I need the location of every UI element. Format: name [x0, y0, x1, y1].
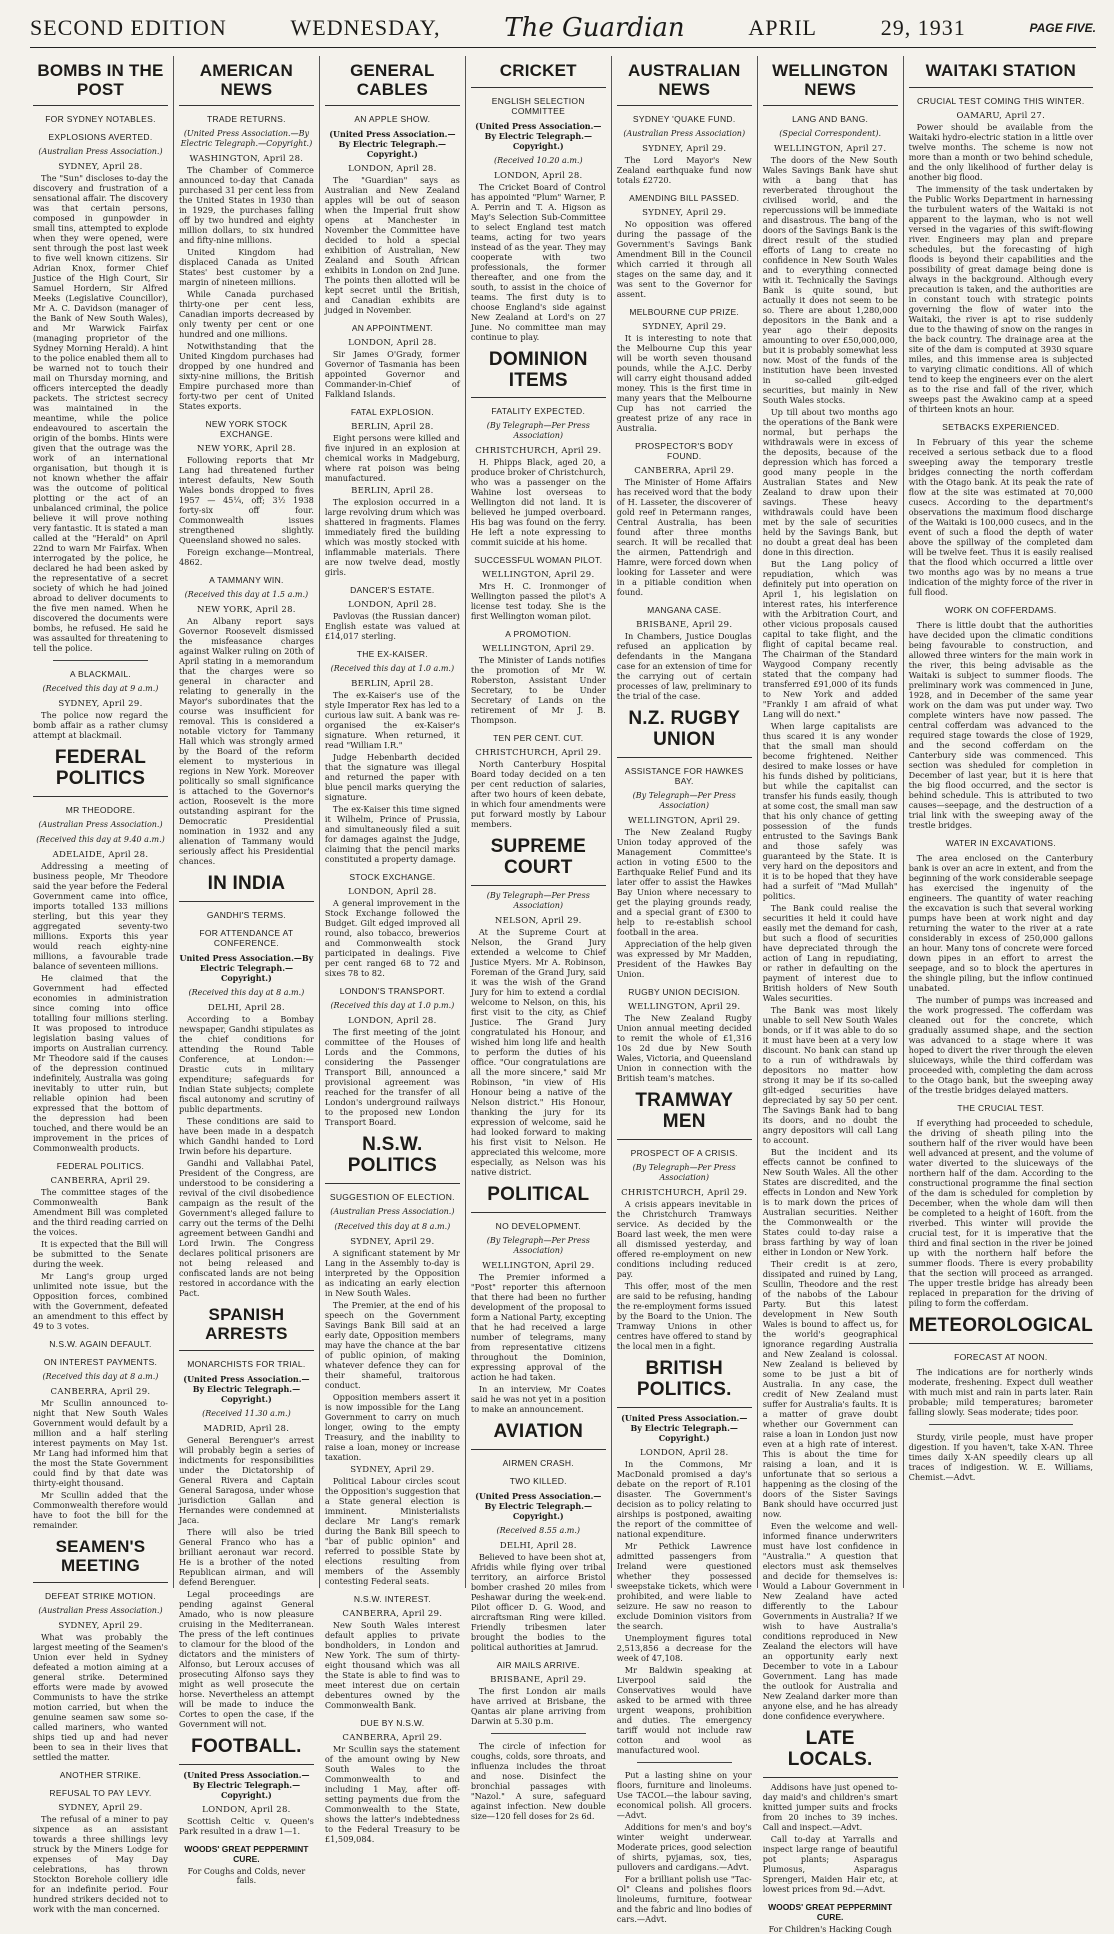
dateline: CHRISTCHURCH, April 29. — [621, 1187, 748, 1198]
received-line: (Received this day at 1.5 a.m.) — [184, 590, 309, 600]
headline: BRITISH POLITICS. — [617, 1353, 752, 1408]
article-paragraph: The "Sun" discloses to-day the discovery and frustration of a sensational affair. The discovery was that certain persons, composed in gunpowder in small tins, attempted to explode when they were opened, were sent through the post last week to five well known citizens. Sir Adrian Knox, former Chief Justice of the High Court, Sir Samuel Hordern, Sir Alfred Meeks (Legislative Councillor), Mr A. C. Davidson (manager of the Bank of New South Wales), and Mr Warwick Fairfax (managing proprietor of the Sydney Morning Herald). A hint to the police enabled them all to be warned not to touch their mail on Thursday morning, and officers intercepted the deadly packets. The strictest secrecy was maintained in the meantime, while the police endeavoured to ascertain the origin of the bombs. Hints were given that the outrage was the work of an international organisation, but though it is not known whether the affair was the outcome of political plotting or the act of an unbalanced criminal, the police believe it will prove nothing very fantastic. It is stated a man called at the "Herald" on April 22nd to warn Mr Fairfax. When interrogated by the police, he declared he had been asked by the representative of a secret society of which he had joined abroad to deliver documents to the five men named. When he discovered the documents were bombs, he refused. He said he was assaulted for threatening to tell the police. — [33, 173, 168, 654]
headline: FOOTBALL. — [179, 1731, 314, 1765]
article-paragraph: The Minister of Lands notifies the promotion of Mr W. Roberston, Assistant Under Secretary, to be Under Secretary of Lands on the retirement of Mr J. B. Thompson. — [470, 655, 606, 726]
article-paragraph: New South Wales interest default applies to private bondholders, in London and New York. The sum of thirty-eight thousand which was all the State is able to find was to meet interest due on certain debentures owned by the Commonwealth Bank. — [324, 1620, 460, 1711]
subheading: TWO KILLED. — [509, 1476, 567, 1487]
article-paragraph: Their credit is at zero, dissipated and ruined by Lang, Scullin, Theodore and the rest of the nabobs of the Labour Party. But this latest development in New South Wales is bound to affect us, for the world's geographical ignorance regarding Australia and New Zealand is colossal. New Zealand is believed by some to be just a bit of Australia. In any case, the credit of New Zealand must suffer for Australia's faults. It is a matter of grave doubt whether our Government can raise a loan in London just now even at a high rate of interest. This is about the time for raising a loan, and it is unfortunate that so serious a happening as the closing of the doors of the Sister Savings Bank should have occurred just now. — [762, 1259, 898, 1520]
page-number: PAGE FIVE. — [1029, 20, 1096, 35]
article-paragraph: Unemployment figures total 2,513,856 a decrease for the week of 47,108. — [616, 1632, 752, 1663]
subheading: SYDNEY 'QUAKE FUND. — [632, 114, 736, 125]
edition-label: SECOND EDITION — [30, 14, 227, 40]
advertisement-title: WOODS' GREAT PEPPERMINT CURE. — [768, 1902, 893, 1923]
subheading: ANOTHER STRIKE. — [59, 1769, 142, 1780]
article-paragraph: A significant statement by Mr Lang in the Assembly to-day is interpreted by the Opposition as indicating an early election in New South Wales. — [324, 1248, 460, 1299]
dateline: SYDNEY, April 29. — [58, 1802, 143, 1813]
credit-line: (United Press Association.—By Electric Telegraph.—Copyright.) — [475, 120, 602, 151]
dateline: DELHI, April 28. — [207, 1003, 285, 1014]
article-paragraph: H. Phipps Black, aged 20, a produce broker of Christchurch, who was a passenger on the Wahine lost overseas to Wellington did not land. It is believed he jumped overboard. His bag was found on the ferry. He left a note expressing to commit suicide at his home. — [470, 457, 606, 548]
subheading: AIR MAILS ARRIVE. — [496, 1660, 580, 1671]
article-paragraph: Opposition members assert it is now impossible for the Lang Government to carry on much longer, owing to the empty Treasury, and the inability to raise a loan, money or increase taxation. — [324, 1392, 460, 1463]
advertisement-paragraph: Sturdy, virile people, must have proper digestion. If you haven't, take X-AN. Three times daily X-AN speedily clears up all traces of indigestion. W. E. Williams, Chemist.—Advt. — [908, 1431, 1093, 1482]
subheading: TRADE RETURNS. — [206, 114, 286, 125]
article-paragraph: North Canterbury Hospital Board today decided on a ten per cent reduction of salaries, after two hours of keen debate, in which four amendments were put forward mostly by Labour members. — [470, 759, 606, 830]
article-paragraph: A general improvement in the Stock Exchange followed the Budget. Gilt edged improved all round, also tobacco, brewerios and Commonwealth stock participated in dealings. Five per cent ranged 68 to 72 and sixes 78 to 82. — [324, 898, 460, 979]
article-paragraph: The refusal of a miner to pay sixpence as an assistant towards a three shillings levy struck by the Miners Lodge for expenses of May Day celebrations, has thrown Stockton Borehole colliery idle for an indefinite period. Four hundred strikers decided not to work with the man concerned. — [33, 1813, 168, 1914]
subheading: WORK ON COFFERDAMS. — [945, 604, 1057, 615]
subheading: LANG AND BANG. — [792, 114, 869, 125]
dateline: LONDON, April 28. — [348, 1016, 437, 1027]
article-paragraph: In February of this year the scheme received a serious setback due to a flood sweeping away the temporary trestle bridges connecting the north cofferdam with the Otago bank. At its peak the rate of flow at the site was estimated at 70,000 cusecs. According to the department's observations the maximum flood discharge of the Waitaki is 100,000 cusecs, and in the event of such a flood the depth of water above the spillway of the completed dam will be twelve feet. Thus it is easily realised that the flood which occurred a little over two months ago was by no means a true indication of the mighty force of the river in full flood. — [908, 436, 1093, 597]
article-paragraph: Mr Scullin announced to-night that New South Wales Government would default by a million and a half sterling interest payments on May 1st. Mr Lang had informed him that the most the State Government could find by that date was thirty-eight thousand. — [33, 1398, 168, 1489]
dateline: SYDNEY, April 29. — [58, 699, 143, 710]
received-line: (Received 8.55 a.m.) — [496, 1526, 581, 1536]
newspaper-title: The Guardian — [504, 12, 685, 43]
dateline: BRISBANE, April 29. — [490, 1675, 587, 1686]
article-paragraph: Mr Baldwin speaking at Liverpool said the Conservatives would have asked to be armed with three urgent weapons, prohibition and duties. The emergency tariff would not include raw cotton and wool as manufactured wool. — [616, 1664, 752, 1755]
article-paragraph: What was probably the largest meeting of the Seamen's Union ever held in Sydney defeated a motion aiming at a general strike. Determined efforts were made by avowed Communists to have the strike motion carried, but when the genuine seamen saw some so-called mariners, who wanted ships tied up and had never been to sea in their lives that settled the matter. — [33, 1631, 168, 1762]
article-paragraph: Up till about two months ago the operations of the Bank were normal, but perhaps the withdrawals were in excess of the deposits, because of the depression which has forced a good many people in the Australian States and New Zealand to draw upon their savings. These heavy withdrawals could have been met by the sale of securities held by the Savings Bank, but no doubt a great deal has been done in this direction. — [762, 407, 898, 558]
article-paragraph: The first London air mails have arrived at Brisbane, the Qantas air plane arriving from Darwin at 5.30 p.m. — [470, 1686, 606, 1727]
day-label: WEDNESDAY, — [290, 14, 441, 40]
article-paragraph: Gandhi and Vallabhai Patel, President of the Congress, are understood to be considering a revival of the civil disobedience campaign as the result of the Government's alleged failure to carry out the terms of the Delhi agreement between Gandhi and Lord Irwin. The Congress declares political prisoners are not being released and confiscated lands are not being restored in accordance with the Pact. — [178, 1158, 314, 1299]
subheading: DANCER'S ESTATE. — [350, 585, 435, 596]
masthead — [30, 8, 1096, 48]
advertisement-text: For Coughs and Colds, never fails. — [187, 1866, 306, 1885]
article-paragraph: The Premier informed a "Post" reporter this afternoon that there had been no further development of the proposal to form a National Party, excepting that he had received a large number of telegrams, many from representative citizens throughout the Dominion, expressing approval of the action he had taken. — [470, 1272, 606, 1383]
article-paragraph: In Chambers, Justice Douglas refused an application by defendants in the Mangana case for an extension of time for the carrying out of certain processes of law, preliminary to the trial of the case. — [616, 631, 752, 702]
credit-line: (United Press Association.—By Electric Telegraph.—Copyright.) — [183, 1373, 310, 1404]
article-paragraph: There is little doubt that the authorities have decided upon the climatic conditions being favourable to construction, and allowed three winters for the main work in the river, this being advisable as the Waitaki is subject to summer floods. The preliminary work was commenced in June, 1928, and in December of the same year work on the dam was put under way. Two complete winters have now passed. The central cofferdam was advanced to the required stage towards the close of 1929, and the second cofferdam on the Canterbury side was commenced. This section was sheduled for completion in December of last year, but it is here that the big flood occurred, and the sector is behind schedule. This is attributed to two causes—seepage, and the destruction of a trial link with the sweeping away of the trestle bridges. — [908, 619, 1093, 830]
dateline: SYDNEY, April 29. — [642, 322, 727, 333]
article-paragraph: The New Zealand Rugby Union today approved of the Management Committee's action in voting £500 to the Earthquake Relief Fund and its later offer to assist the Hawkes Bay Union where necessary to get the playing grounds ready, and a special grant of £300 to help to re-establish school football in the area. — [616, 827, 752, 938]
date-label: 29, 1931 — [880, 14, 966, 40]
advertisement-text: For Children's Hacking Cough — [768, 1925, 892, 1934]
dateline: OAMARU, April 27. — [956, 110, 1046, 121]
dateline: NELSON, April 29. — [494, 916, 582, 927]
credit-line: (United Press Association.—By Electric Telegraph.—Copyright.) — [180, 129, 313, 149]
headline: WELLINGTON NEWS — [763, 56, 898, 106]
article-paragraph: At the Supreme Court at Nelson, the Grand Jury extended a welcome to Chief Justice Myers. Mr A. Robinson, Foreman of the Grand Jury, said it was the wish of the Grand Jury for him to extend a cordial welcome to Nelson, on this, his first visit to the city, as Chief Justice. The Grand Jury congratulated his Honour, and wished him long life and health to perform the duties of his office. "Our congratulations are all the more sincere," said Mr Robinson, "in view of His Honour being a native of the Nelson district." His Honour, thanking the jury for its expression of welcome, said he had looked forward to making his first visit to Nelson. He appreciated this welcome, more especially, as Nelson was his native district. — [470, 927, 606, 1178]
subheading: N.S.W. INTEREST. — [353, 1594, 431, 1605]
headline: BOMBS IN THE POST — [33, 56, 168, 106]
subheading: FOR ATTENDANCE AT CONFERENCE. — [199, 928, 294, 949]
dateline: WELLINGTON, April 27. — [773, 144, 887, 155]
article-paragraph: These conditions are said to have been made in a despatch which Gandhi handed to Lord Irwin before his departure. — [178, 1116, 314, 1157]
article-paragraph: Legal proceedings are pending against General Amado, who is now pleasure cruising in the Mediterranean. The press of the left continues to clamour for the blood of the dictators and the ministers of Alfonso, but Leroux accuses of prosecuting Alfonso says they might as well prosecute the horse. Nevertheless an attempt will be made to induce the Cortes to open the case, if the Government will not. — [178, 1588, 314, 1729]
divider — [53, 660, 148, 661]
article-paragraph: The Bank was most likely unable to sell New South Wales bonds, or if it was able to do so it must have been at a very low discount. No bank can stand up to a run of withdrawals by depositors no matter how strong it may be if its so-called gilt-edged securities have depreciated by say 50 per cent. The Savings Bank had to bang its doors, and no doubt the angry depositors will call Lang to account. — [762, 1005, 898, 1146]
subheading: AN APPOINTMENT. — [351, 323, 433, 334]
dateline: BERLIN, April 28. — [351, 679, 434, 690]
headline: LATE LOCALS. — [763, 1723, 898, 1778]
dateline: SYDNEY, April 28. — [58, 162, 143, 173]
headline: METEOROLOGICAL — [909, 1310, 1093, 1344]
article-paragraph: The committee stages of the Commonwealth Bank Amendment Bill was completed and the third reading carried on the voices. — [33, 1187, 168, 1238]
divider — [637, 1762, 732, 1763]
subheading: REFUSAL TO PAY LEVY. — [49, 1787, 152, 1798]
dateline: CANBERRA, April 29. — [50, 1387, 151, 1398]
subheading: AN APPLE SHOW. — [354, 114, 431, 125]
column-4 — [466, 56, 612, 1822]
headline: DOMINION ITEMS — [471, 344, 606, 399]
dateline: BERLIN, April 28. — [351, 422, 434, 433]
subheading: THE EX-KAISER. — [356, 649, 428, 660]
subheading: TEN PER CENT. CUT. — [493, 733, 584, 744]
article-paragraph: Notwithstanding that the United Kingdom purchases had dropped by one hundred and sixty-nine millions, the British Empire purchased more than forty-two per cent of United States exports. — [178, 341, 314, 412]
headline: AUSTRALIAN NEWS — [617, 56, 752, 106]
received-line: (Received this day at 1.0 a.m.) — [330, 664, 455, 674]
subheading: FOR SYDNEY NOTABLES. — [45, 114, 156, 125]
subheading: A PROMOTION. — [505, 629, 572, 640]
subheading: AMENDING BILL PASSED. — [629, 193, 740, 204]
dateline: DELHI, April 28. — [499, 1541, 577, 1552]
subheading: A BLACKMAIL. — [69, 669, 132, 680]
dateline: LONDON, April 28. — [348, 164, 437, 175]
column-6 — [758, 56, 904, 1934]
dateline: WELLINGTON, April 29. — [482, 644, 595, 655]
article-paragraph: But the incident and its effects cannot be confined to New South Wales. All the other States are discredited, and the effects in London and New York is to mark down the prices of Australian securities. Neither the Commonwealth or the States could to-day raise a brass farthing by way of loan either in London or New York. — [762, 1147, 898, 1258]
received-line: (Received this day at 8 a.m.) — [42, 1372, 159, 1382]
subheading: AIRMEN CRASH. — [502, 1458, 574, 1469]
article-paragraph: Eight persons were killed and five injured in an explosion at chemical works in Madgeburg, where rat poison was being manufactured. — [324, 433, 460, 484]
article-paragraph: According to a Bombay newspaper, Gandhi stipulates as the chief conditions for attending the Round Table Conference, at London:—Drastic cuts in military expenditure; safeguards for Indian State subjects; complete fiscal autonomy and scrutiny of public departments. — [178, 1014, 314, 1115]
article-paragraph: Mrs H. C. Ironmonger of Wellington passed the pilot's A license test today. She is the first Wellington woman pilot. — [470, 581, 606, 622]
credit-line: (By Telegraph—Per Press Association) — [486, 1236, 590, 1256]
headline: SUPREME COURT — [471, 831, 606, 886]
advertisement-paragraph: The circle of infection for coughs, colds, sore throats, and influenza includes the throat and nose. Disinfect the bronchial passages with "Nazol." A sure, safeguard against infection. New double size—120 fell doses for 2s 6d. — [470, 1741, 606, 1822]
article-paragraph: The explosion occurred in a large revolving drum which was shattered in fragments. Flames immediately fired the building which was mostly stocked with inflammable materials. There are now twelve dead, mostly girls. — [324, 497, 460, 578]
article-paragraph: The doors of the New South Wales Savings Bank have shut with a bang that has reverberated throughout the civilised world, and the repercussions will be immediate and disastrous. The bang of the doors of the Savings Bank is the direct result of the studied efforts of Lang to create no confidence in New South Wales and to everything connected with it. Technically the Savings Bank is quite sound, but actually it does not seem to be so. There are about 1,280,000 depositors in the Bank and a year ago their deposits amounting to over £50,000,000, but it is probably somewhat less now. Most of the funds of the institution have been invested in so-called gilt-edged securities, but mainly in New South Wales stocks. — [762, 155, 898, 406]
credit-line: (Australian Press Association.) — [38, 147, 163, 157]
dateline: SYDNEY, April 29. — [350, 1237, 435, 1248]
article-paragraph: The Lord Mayor's New Zealand earthquake fund now totals £2720. — [616, 155, 752, 186]
dateline: CANBERRA, April 29. — [634, 466, 735, 477]
dateline: LONDON, April 28. — [639, 1447, 729, 1458]
article-paragraph: The Cricket Board of Control has appointed "Plum" Warner, P. A. Perrin and T. A. Higson as May's Selection Sub-Committee to select England test match teams, acting for two years instead of as the year. They may cooperate with two professionals, the former thereafter, and one from the south, to assist in the choice of teams. The first duty is to choose England's side against New Zealand at Lord's on 27 June. No committee man may continue to play. — [470, 181, 606, 342]
article-paragraph: The Chamber of Commerce announced to-day that Canada purchased 31 per cent less from the United States in 1930 than in 1929, the purchases falling off by two hundred and eighty million dollars, to six hundred and fifty-nine millions. — [178, 165, 314, 246]
article-paragraph: There will also be tried General Franco who has a brilliant aeronaut war record. He is a brother of the noted Republican airman, and will defend Berenguer. — [178, 1526, 314, 1587]
article-paragraph: Foreign exchange—Montreal, 4862. — [178, 547, 314, 568]
headline: SPANISH ARRESTS — [179, 1300, 314, 1350]
dateline: SYDNEY, April 29. — [642, 208, 727, 219]
headline: FEDERAL POLITICS — [33, 742, 168, 797]
headline: POLITICAL — [471, 1179, 606, 1213]
credit-line: (Australian Press Association) — [623, 129, 746, 139]
article-paragraph: The number of pumps was increased and the work progressed. The cofferdam was cleaned out for the concrete, which gradually assumed shape, and the section was advanced to a stage where it was hoped to divert the river through the eleven sluiceways, while the third cofferdam was proceeded with, completing the dam across to the Otago bank, but the sweeping away of the trestle bridges delayed matters. — [908, 994, 1093, 1095]
subheading: ENGLISH SELECTION COMMITTEE — [491, 95, 585, 116]
article-paragraph: United Kingdom had displaced Canada as United States' best customer by a margin of nineteen millions. — [178, 247, 314, 288]
dateline: LONDON, April 28. — [348, 887, 437, 898]
subheading: DUE BY N.S.W. — [360, 1718, 425, 1729]
article-paragraph: The "Guardian" says as Australian and New Zealand apples will be out of season when the Imperial fruit show opens at Manchester in November the Committee have decided to hold a special exhibition of Australian, New Zealand and South African exhibits in London on 2nd June. The points then allotted will be kept secret until the British, and Canadian exhibits are judged in November. — [324, 175, 460, 316]
article-paragraph: The Minister of Home Affairs has received word that the body of H. Lasseter, the discoverer of gold reef in Petermann ranges, Central Australia, has been found after three months search. It will be recalled that the airmen, Pattendrigh and Hamre, were forced down when looking for Lasseter and were in a pitiable condition when found. — [616, 477, 752, 598]
month-label: APRIL — [748, 14, 817, 40]
received-line: (Received this day at 8 a.m.) — [334, 1222, 451, 1232]
subheading: DEFEAT STRIKE MOTION. — [45, 1590, 156, 1601]
article-paragraph: Pavlovas (the Russian dancer) English estate was valued at £14,017 sterling. — [324, 611, 460, 642]
credit-line: United Press Association.—By Electric Telegraph.—Copyright.) — [179, 953, 314, 984]
article-paragraph: The first meeting of the joint committee of the Houses of Lords and the Commons, considering the Passenger Transport Bill, announced a provisional agreement was reached for the transfer of all London's underground railways to the proposed new London Transport Board. — [324, 1027, 460, 1128]
credit-line: (Australian Press Association.) — [330, 1207, 455, 1217]
article-paragraph: This offer, most of the men are said to be refusing, handing the re-employment forms issued by the Board to the Union. The Tramway Unions in other centres have offered to stand by the local men in a fight. — [616, 1280, 752, 1351]
article-paragraph: Mr Scullin added that the Commonwealth therefore would have to foot the bill for the remainder. — [33, 1490, 168, 1531]
subheading: EXPLOSIONS AVERTED. — [48, 132, 153, 143]
subheading: N.S.W. AGAIN DEFAULT. — [49, 1339, 152, 1350]
article-paragraph: Mr Scullin says the statement of the amount owing by New South Wales to the Commonwealth to and including 1 May, after off-setting payments due from the Commonwealth to the State, shows the latter's indebtedness to the Federal Treasury to be £1,509,084. — [324, 1744, 460, 1845]
article-paragraph: It is expected that the Bill will be submitted to the Senate during the week. — [33, 1239, 168, 1270]
subheading: ASSISTANCE FOR HAWKES BAY. — [624, 766, 744, 787]
subheading: MANGANA CASE. — [647, 605, 722, 616]
article-paragraph: If everything had proceeded to schedule, the driving of sheath piling into the southern half of the river would have been well advanced at present, and the volume of water diverted to the sluiceways of the northern half of the dam. According to the constructional programme the final section of the dam is scheduled for completion by December, when the whole dam will then be completed to a height of 160ft. from the riverbed. This winter will provide the crucial test, for it is imperative that the third and final section in the river be joined up with the northern half before the summer floods. There is every probability that the section will proceed as arranged. The upper trestle bridge has already been replaced in preparation for the driving of piling to form the cofferdam. — [908, 1117, 1093, 1308]
headline: N.S.W. POLITICS — [325, 1129, 460, 1184]
article-paragraph: It is interesting to note that the Melbourne Cup this year will be worth seven thousand pounds, while the A.J.C. Derby will carry eight thousand added money. This is the first time in many years that the Melbourne Cup has not carried the greatest prize of any race in Australia. — [616, 333, 752, 434]
subheading: NEW YORK STOCK EXCHANGE. — [205, 419, 288, 440]
dateline: LONDON, April 28. — [348, 600, 437, 611]
article-paragraph: Mr Pethick Lawrence admitted passengers from Ireland were questioned whether they possessed sweepstake tickets, which were prohibited, and were liable to seizure. He saw no reason to exclude Dominion visitors from the search. — [616, 1540, 752, 1631]
dateline: WELLINGTON, April 29. — [628, 1002, 741, 1013]
dateline: MADRID, April 28. — [203, 1423, 290, 1434]
subheading: MELBOURNE CUP PRIZE. — [629, 307, 740, 318]
dateline: CANBERRA, April 29. — [342, 1609, 443, 1620]
article-paragraph: Even the welcome and well-informed finance underwriters must have lost confidence in "Australia." A question that electors must ask themselves and decide for themselves is: Would a Labour Government in New Zealand have acted differently to the Labour Governments in Australia? If we wish to have Australia's conditions reproduced in New Zealand the electors will have an opportunity early next December to vote in a Labour Government. Lang has made the outlook for Australia and New Zealand darker more than anyone else, and he has already done confidence everywhere. — [762, 1521, 898, 1722]
article-paragraph: A crisis appears inevitable in the Christchurch Tramways service. As decided by the Board last week, the men were all dismissed yesterday, and offered re-employment on new conditions including reduced pay. — [616, 1198, 752, 1279]
dateline: SYDNEY, April 29. — [350, 1465, 435, 1476]
column-2 — [174, 56, 320, 1885]
dateline: BERLIN, April 28. — [351, 486, 434, 497]
article-paragraph: Scottish Celtic v. Queen's Park resulted in a draw 1—1. — [178, 1815, 314, 1836]
dateline: WELLINGTON, April 29. — [482, 1261, 595, 1272]
article-paragraph: He claimed that the Government had effected economies in administration since coming into office totalling four millions sterling. It was proposed to introduce legislation basing values of imports on Australian currency. Mr Theodore said if the causes of the depression continued indefinitely, Australia was going inevitably to utter ruin, but reliable opinion had been expressed that the bottom of the depression had been touched, and there would be an improvement in the prices of Commonwealth products. — [33, 973, 168, 1154]
credit-line: (By Telegraph—Per Press Association) — [486, 421, 590, 441]
article-paragraph: Judge Hebenbarth decided that the signature was illegal and returned the paper with blue pencil marks querying the signature. — [324, 752, 460, 803]
advertisement-paragraph: Put a lasting shine on your floors, furniture and linoleums. Use TACOL—the labour saving, economical polish. All grocers.—Advt. — [616, 1769, 752, 1820]
dateline: CHRISTCHURCH, April 29. — [475, 446, 602, 457]
received-line: (Received this day at 1.0 p.m.) — [330, 1001, 455, 1011]
headline: AVIATION — [471, 1416, 606, 1450]
subheading: SETBACKS EXPERIENCED. — [942, 421, 1060, 432]
headline: AMERICAN NEWS — [179, 56, 314, 106]
credit-line: (United Press Association.—By Electric Telegraph.—Copyright.) — [475, 1491, 602, 1522]
subheading: FATAL EXPLOSION. — [350, 407, 434, 418]
dateline: NEW YORK, April 28. — [196, 444, 296, 455]
dateline: BRISBANE, April 29. — [636, 620, 733, 631]
subheading: FEDERAL POLITICS. — [56, 1161, 145, 1172]
article-paragraph: Addressing a meeting of business people, Mr Theodore said the year before the Federal Government came into office, imports totalled 133 millions sterling, but this year they aggregated seventy-two millions. Exports this year would reach eighty-nine millions, a favourable trade balance of seventeen millions. — [33, 861, 168, 972]
headline: N.Z. RUGBY UNION — [617, 703, 752, 758]
received-line: (Received this day at 9.40 a.m.) — [36, 835, 165, 845]
subheading: PROSPECTOR'S BODY FOUND. — [635, 441, 734, 462]
article-paragraph: The area enclosed on the Canterbury bank is over an acre in extent, and from the beginning of the work considerable seepage has exercised the ingenuity of the engineers. The quantity of water reaching the excavation is such that several working pumps have been at work night and day returning the water to the river at a rate considerably in excess of 250,000 gallons an hour. Many tons of concrete were forced down pipes in an effort to arrest the seepage, and so to block the apertures in the shingle piling, but the inflow continued unabated. — [908, 852, 1093, 993]
credit-line: (By Telegraph—Per Press Association) — [632, 1162, 736, 1182]
article-paragraph: No opposition was offered during the passage of the Government's Savings Bank Amendment Bill in the Council which carried it through all stages on the same day, and it was sent to the Governor for assent. — [616, 219, 752, 300]
dateline: WELLINGTON, April 29. — [628, 816, 741, 827]
dateline: ADELAIDE, April 28. — [52, 850, 149, 861]
advertisement-title: WOODS' GREAT PEPPERMINT CURE. — [184, 1843, 309, 1864]
credit-line: (Australian Press Association.) — [38, 820, 163, 830]
article-paragraph: The indications are for northerly winds moderate, freshening. Expect dull weather with much mist and rain in parts later. Rain probable; mild temperatures; barometer falling slowly. Seas moderate; tides poor. — [908, 1366, 1093, 1417]
subheading: PROSPECT OF A CRISIS. — [630, 1147, 738, 1158]
article-paragraph: The Bank could realise the securities it held it could have easily met the demand for cash, but such a flood of securities have depreciated through the action of Lang in repudiating, or rather in defaulting on the payment of interest due to British holders of New South Wales securities. — [762, 903, 898, 1004]
advertisement-paragraph: For a brilliant polish use "Tac-Ol" Cleans and polishes floors linoleums, furniture, footwear and the fabric and lino bodies of cars.—Advt. — [616, 1873, 752, 1924]
article-paragraph: The police now regard the bomb affair as a rather clumsy attempt at blackmail. — [33, 710, 168, 741]
credit-line: (Special Correspondent). — [779, 129, 882, 139]
dateline: WELLINGTON, April 29. — [482, 570, 595, 581]
article-columns — [28, 56, 1098, 1934]
subheading: LONDON'S TRANSPORT. — [339, 986, 445, 997]
article-paragraph: When large capitalists are thus scared it is any wonder that the small man should become frightened. Neither desired to make losses or have his funds dished by politicians, but while the capitalist can transfer his funds easily, though at some cost, the small man saw that his only chance of getting possession of the funds entrusted to the Savings Bank and those safely was guaranteed by the State. It is very hard on the depositors and it is to be hoped that they have had a surfeit of "Mad Mullah" politics. — [762, 721, 898, 902]
dateline: LONDON, April 28. — [348, 338, 437, 349]
subheading: RUGBY UNION DECISION. — [628, 987, 741, 998]
headline: IN INDIA — [179, 868, 314, 902]
dateline: SYDNEY, April 29. — [642, 144, 727, 155]
subheading: MONARCHISTS FOR TRIAL. — [187, 1358, 306, 1369]
dateline: CHRISTCHURCH, April 29. — [475, 748, 602, 759]
headline: SEAMEN'S MEETING — [33, 1532, 168, 1582]
subheading: THE CRUCIAL TEST. — [957, 1102, 1045, 1113]
article-paragraph: Sir James O'Grady, former Governor of Tasmania has been appointed Governor and Commander-in-Chief of Falkland Islands. — [324, 349, 460, 400]
subheading: STOCK EXCHANGE. — [349, 872, 436, 883]
dateline: CANBERRA, April 29. — [50, 1176, 151, 1187]
article-paragraph: The New Zealand Rugby Union annual meeting decided to remit the whole of £1,316 10s 2d due by New South Wales, Victoria, and Queensland Union in connection with the British team's matches. — [616, 1013, 752, 1084]
credit-line: (United Press Association.—By Electric Telegraph.—Copyright.) — [183, 1769, 310, 1800]
dateline: WASHINGTON, April 28. — [189, 154, 304, 165]
advertisement-paragraph: Call to-day at Yarralls and inspect large range of beautiful pot plants; Asparagus Plumosus, Asparagus Sprengeri, Maiden Hair etc, at lowest prices from 9d.—Advt. — [762, 1834, 898, 1895]
headline: TRAMWAY MEN — [617, 1085, 752, 1140]
received-line: (Received this day at 9 a.m.) — [42, 684, 159, 694]
credit-line: (United Press Association.—By Electric Telegraph.—Copyright.) — [621, 1412, 748, 1443]
dateline: NEW YORK, April 28. — [196, 605, 296, 616]
article-paragraph: Following reports that Mr Lang had threatened further interest defaults, New South Wales bonds dropped to fives 1957 — 45¼, off; 3½ 1938 forty-six off four. Commonwealth issues strengthened slightly. Queensland showed no sales. — [178, 455, 314, 546]
subheading: GANDHI'S TERMS. — [206, 910, 286, 921]
subheading: FORECAST AT NOON. — [954, 1351, 1048, 1362]
headline: CRICKET — [471, 56, 606, 88]
article-paragraph: Political Labour circles scout the Opposition's suggestion that a State general election is imminent. Ministerialists declare Mr Lang's remark during the Bank Bill speech to "bar of public opinion" and referred to possible State by elections resulting from members of the Assembly contesting Federal seats. — [324, 1476, 460, 1587]
credit-line: (By Telegraph—Per Press Association) — [632, 791, 736, 811]
article-paragraph: The immensity of the task undertaken by the Public Works Department in harnessing the turbulent waters of the Waitaki is not apparent to the layman, who is not well versed in the vagaries of this swift-flowing river. Engineers may plan and prepare schedules, but the forecasting of high floods is beyond their capabilities and the possibility of great damage being done is always in the background. Although every precaution is taken, and the authorities are in constant touch with strategic points governing the flow of water into the Waitaki, the river is apt to rise suddenly due to the thawing of snow on the ranges in the back country. The drainage area at the site of the dam is computed at 3930 square miles, and this immense area is subjected to varying climatic conditions. All of which tend to keep the engineers ever on the alert as to the rise and fall of the river, which sweeps past the Awakino camp at a speed of thirteen knots an hour. — [908, 183, 1093, 414]
subheading: ON INTEREST PAYMENTS. — [43, 1357, 158, 1368]
article-paragraph: In the Commons, Mr MacDonald promised a day's debate on the report of R.101 disaster. The Government's decision as to policy relating to airships is postponed, awaiting the report of the committee of national expenditure. — [616, 1458, 752, 1539]
subheading: NO DEVELOPMENT. — [495, 1221, 581, 1232]
article-paragraph: Mr Lang's group urged unlimited note issue, but the Opposition forces, combined with the Government, defeated an amendment to this effect by 49 to 3 votes. — [33, 1271, 168, 1332]
subheading: SUGGESTION OF ELECTION. — [329, 1192, 455, 1203]
received-line: (Received 10.20 a.m.) — [493, 155, 583, 165]
subheading: FATALITY EXPECTED. — [491, 406, 586, 417]
advertisement-paragraph: Additions for men's and boy's winter weight underwear. Moderate prices, good selection of shirts, pyjamas, sox, ties, pullovers and cardigans.—Advt. — [616, 1821, 752, 1872]
article-paragraph: The ex-Kaiser this time signed it Wilhelm, Prince of Prussia, and simultaneously filed a suit for damages against the Judge, claiming that the pencil marks constituted a property damage. — [324, 804, 460, 865]
column-7 — [904, 56, 1098, 1588]
advertisement-paragraph: Addisons have just opened to-day maid's and children's smart knitted jumper suits and frocks from 20 inches to 39 inches. Call and inspect.—Advt. — [762, 1782, 898, 1833]
subheading: CRUCIAL TEST COMING THIS WINTER. — [917, 95, 1085, 106]
article-paragraph: An Albany report says Governor Roosevelt dismissed the misfeasance charges against Walker ruling on 20th of April stating in a memorandum that the charges were so general in character and relating to generally in the Mayor's subordinates that the course was insufficient for removal. This is considered a notable victory for Tammany Hall which was strongly armed by the Board of the reform element to mysterious in regions in New York. Moreover politically so small significance is attached to the Governor's action, Roosevelt is the more outstanding aspirant for the Democratic Presidential nomination in 1932 and any alienation of Tammany would seriously affect his Presidential chances. — [178, 616, 314, 867]
article-paragraph: But the Lang policy of repudiation, which was definitely put into operation on April 1, his legislation on interest rates, his interference with the Arbitration Court, and other vicious proposals caused capital to take flight, and the flight of capital became real. The Chairman of the Standard Waygood Company recently stated that the company had transferred £91,000 of its funds to New York and added "Frankly I am afraid of what Lang will do next." — [762, 559, 898, 720]
received-line: (Received 11.30 a.m.) — [202, 1408, 291, 1418]
dateline: CANBERRA, April 29. — [342, 1733, 443, 1744]
article-paragraph: Power should be available from the Waitaki hydro-electric station in a little over twelve months. The scheme is now not more than a month or two behind schedule, and the only likelihood of further delay is another big flood. — [908, 121, 1093, 182]
column-3 — [320, 56, 466, 1845]
article-paragraph: General Berenguer's arrest will probably begin a series of indictments for responsibilities under the Dictatorship of General Rivera and Captain General Saragosa, under whose jurisdiction Gallan and Hernandes were condemned at Jaca. — [178, 1434, 314, 1525]
dateline: LONDON, April 28. — [202, 1804, 291, 1815]
received-line: (Received this day at 8 a.m.) — [188, 988, 305, 998]
article-paragraph: While Canada purchased thirty-one per cent less, Canadian imports decreased by only twenty per cent or one hundred and one millions. — [178, 289, 314, 340]
headline: WAITAKI STATION — [909, 56, 1093, 88]
dateline: SYDNEY, April 29. — [58, 1620, 143, 1631]
subheading: MR THEODORE. — [65, 805, 136, 816]
headline: GENERAL CABLES — [325, 56, 460, 106]
credit-line: (By Telegraph—Per Press Association) — [486, 891, 590, 911]
dateline: LONDON, April 28. — [494, 170, 583, 181]
article-paragraph: Believed to have been shot at, Afridis while flying over tribal territory, an airforce Bristol bomber crashed 20 miles from Peshawar during the week-end. Pilot officer D. G. Wood, and aircraftsman Ring were killed. Friendly tribesmen later brought the bodies to the political authorities at Jamrud. — [470, 1552, 606, 1653]
subheading: A TAMMANY WIN. — [209, 575, 284, 586]
divider — [929, 1424, 1073, 1425]
column-1 — [28, 56, 174, 1914]
credit-line: (United Press Association.—By Electric Telegraph.—Copyright.) — [329, 129, 456, 160]
credit-line: (Australian Press Association.) — [38, 1605, 163, 1615]
article-paragraph: Appreciation of the help given was expressed by Mr Madden, President of the Hawkes Bay Union. — [616, 939, 752, 980]
subheading: WATER IN EXCAVATIONS. — [945, 837, 1056, 848]
article-paragraph: The ex-Kaiser's use of the style Imperator Rex has led to a curious law suit. A bank was re-organised the ex-Kaiser's signature. When returned, it read "William I.R." — [324, 690, 460, 751]
article-paragraph: The Premier, at the end of his speech on the Government Savings Bank Bill said at an early date, Opposition members may have the chance at the bar of public opinion, of making whatever defence they can for their shameful, traitorous conduct. — [324, 1300, 460, 1391]
column-5 — [612, 56, 758, 1924]
divider — [491, 1733, 586, 1734]
subheading: SUCCESSFUL WOMAN PILOT. — [474, 555, 603, 566]
article-paragraph: In an interview, Mr Coates said he was not yet in a position to make an announcement. — [470, 1384, 606, 1415]
